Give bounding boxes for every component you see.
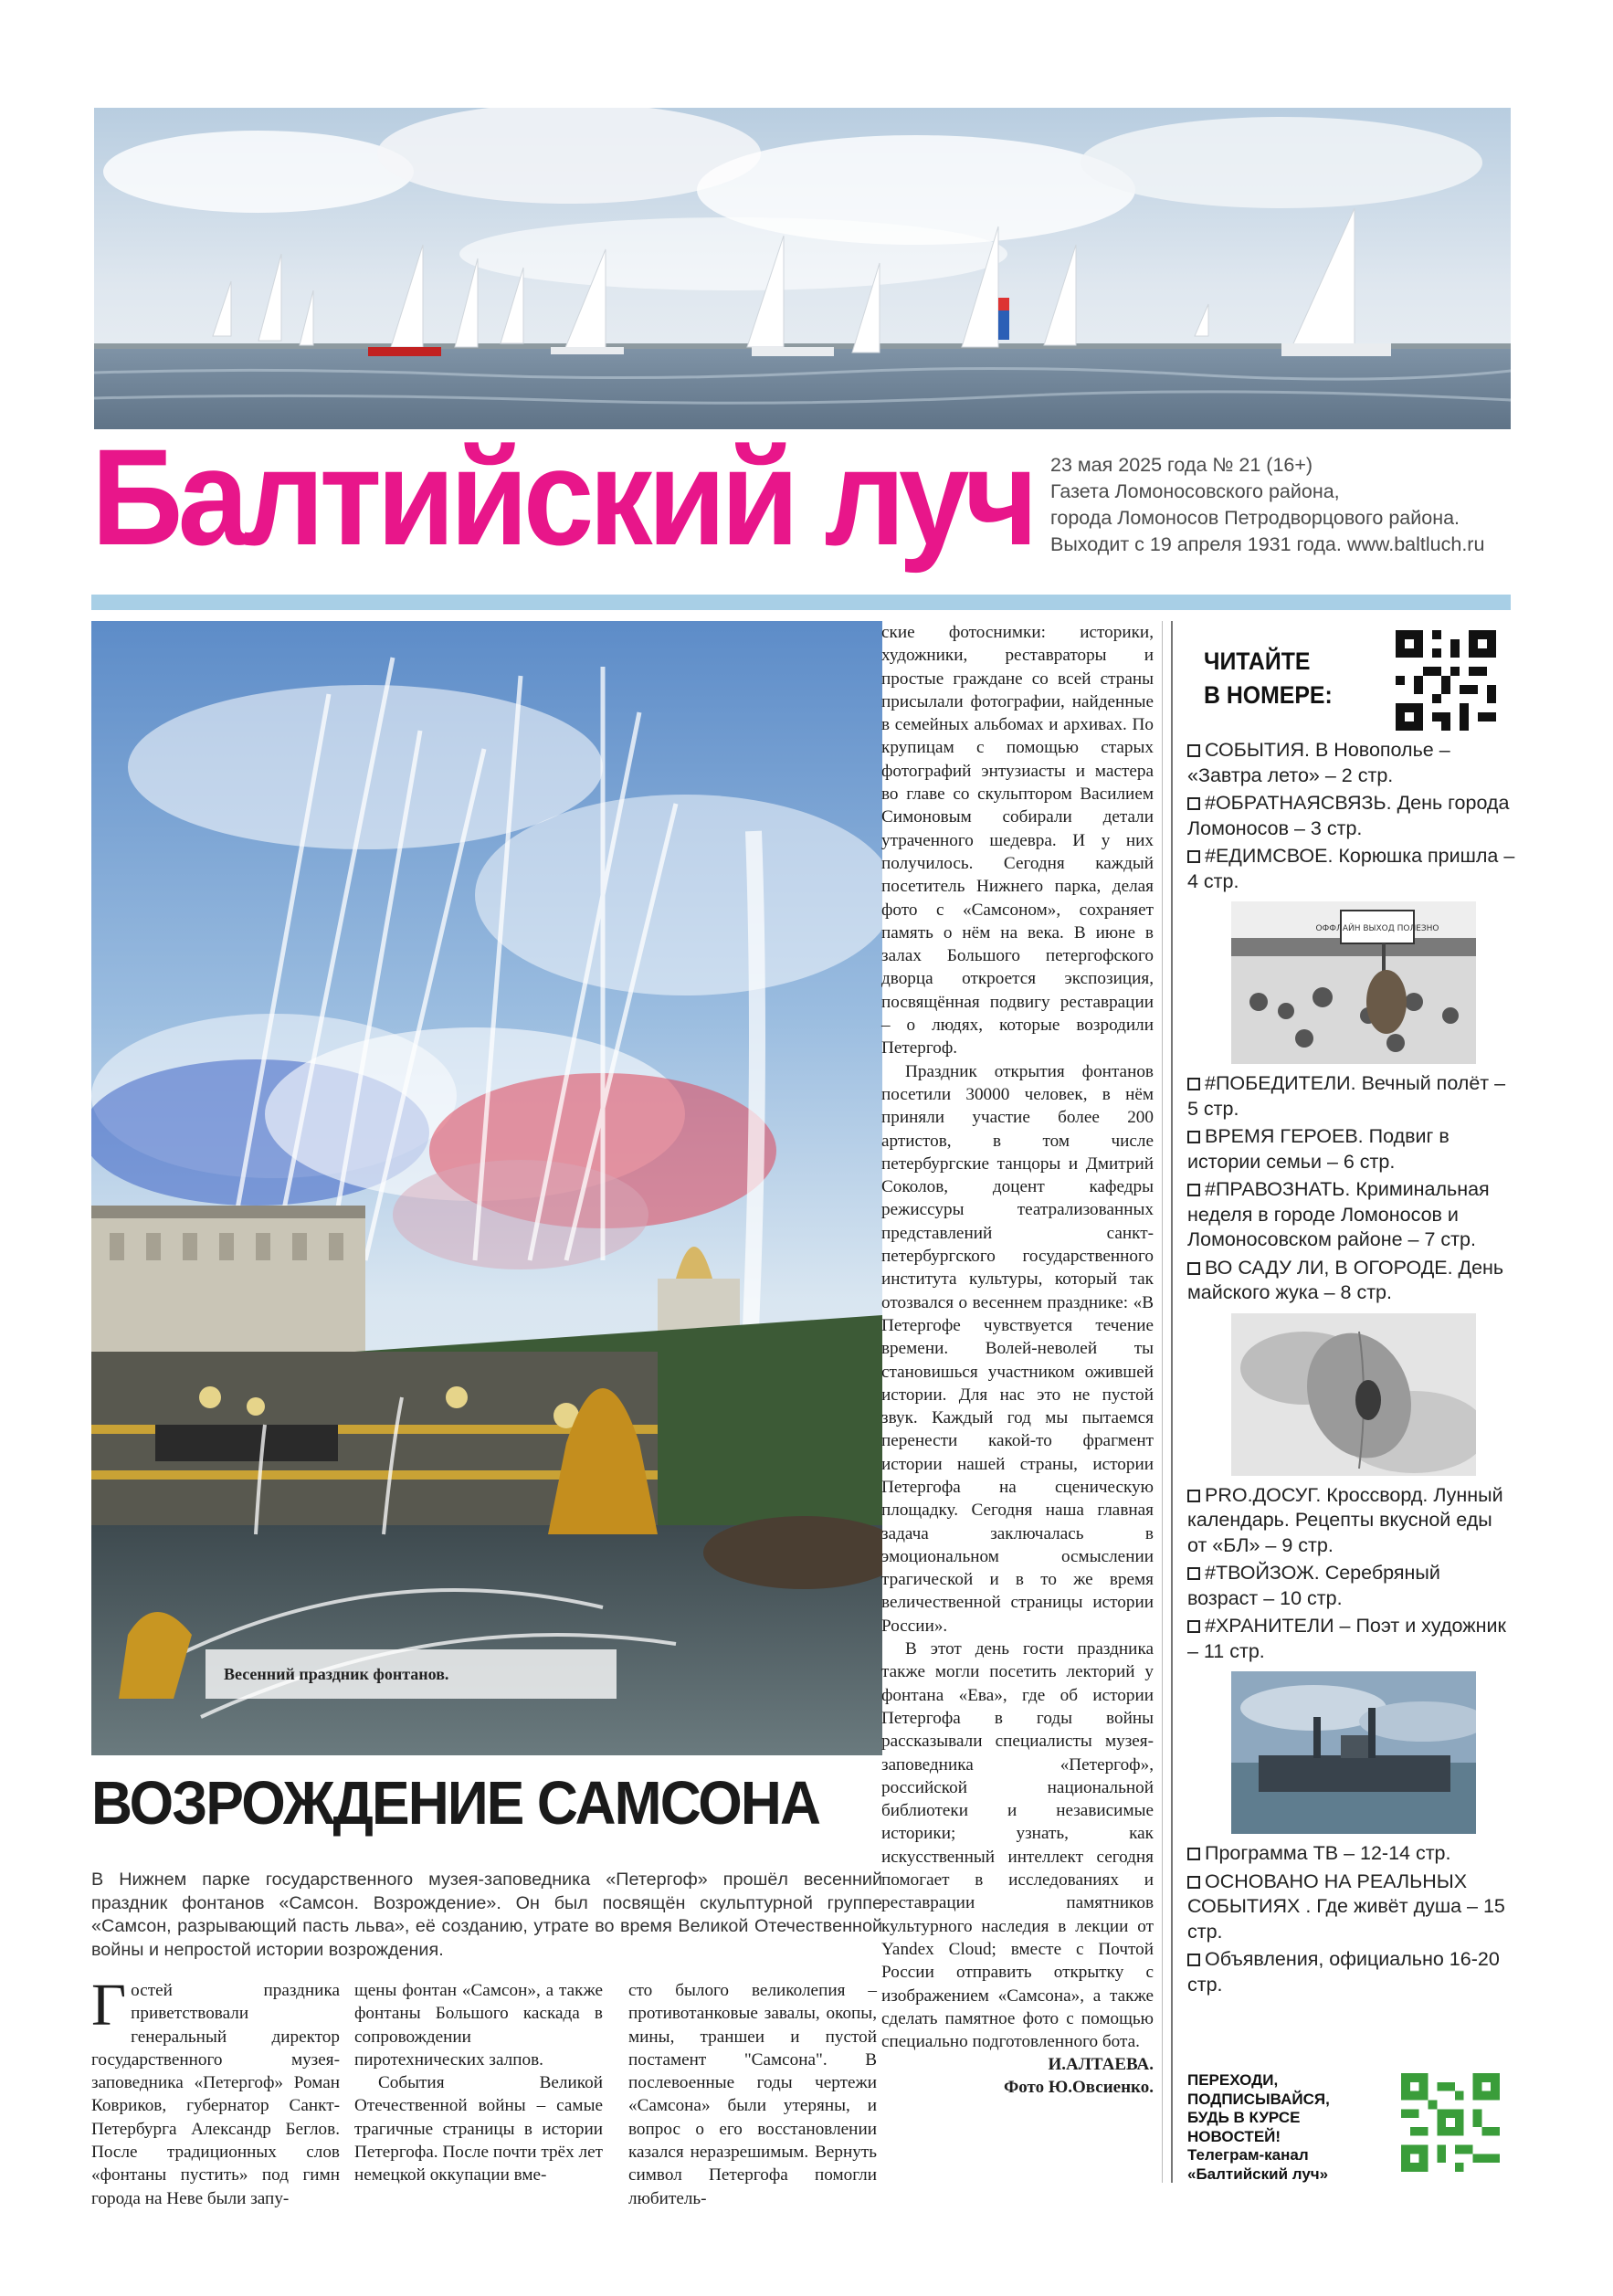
article-column-4	[881, 621, 1154, 2099]
subscribe-line: ПОДПИСЫВАЙСЯ,	[1187, 2090, 1330, 2108]
toc-item-label: #ХРАНИТЕЛИ – Поэт и художник – 11 стр.	[1187, 1615, 1506, 1662]
checkbox-icon	[1187, 1184, 1200, 1196]
table-of-contents	[1187, 738, 1516, 2000]
checkbox-icon	[1187, 850, 1200, 863]
toc-item-label: ВО САДУ ЛИ, В ОГОРОДЕ. День майского жука – 8 стр.	[1187, 1256, 1504, 1303]
toc-item[interactable]	[1187, 1869, 1516, 1945]
sidebar-heading-line-1: ЧИТАЙТЕ	[1204, 648, 1311, 675]
toc-item[interactable]	[1187, 1561, 1516, 1611]
checkbox-icon	[1187, 1876, 1200, 1889]
toc-item[interactable]	[1187, 1483, 1516, 1559]
checkbox-icon	[1187, 1848, 1200, 1860]
thumb-sign-text: ОФФЛАЙН ВЫХОД ПОЛЕЗНО	[1315, 924, 1439, 933]
subscribe-line: ПЕРЕХОДИ,	[1187, 2071, 1279, 2089]
subscribe-line: «Балтийский луч»	[1187, 2164, 1329, 2183]
article-column-2	[354, 1979, 603, 2187]
checkbox-icon	[1187, 1490, 1200, 1502]
toc-item-label: #ПОБЕДИТЕЛИ. Вечный полёт – 5 стр.	[1187, 1072, 1506, 1120]
checkbox-icon	[1187, 1078, 1200, 1090]
article-headline: ВОЗРОЖДЕНИЕ САМСОНА	[91, 1769, 820, 1838]
toc-item[interactable]	[1187, 1071, 1516, 1122]
column-3-text: сто былого великолепия – противотанковые завалы, окопы, мины, траншеи и пустой постамент "Самсона". В послевоенные годы чертежи «Самсона» были утеряны, и вопрос о его восстановлении казался неразрешимым. Вернуть символ Петергофа помогли любитель-	[628, 1981, 877, 2208]
checkbox-icon	[1187, 1954, 1200, 1966]
subscribe-line: БУДЬ В КУРСЕ	[1187, 2109, 1301, 2126]
toc-item[interactable]	[1187, 791, 1516, 841]
article-lead: В Нижнем парке государственного музея-заповедника «Петергоф» прошёл весенний праздник фонтанов «Самсон. Возрождение». Он был посвящён скульптурной группе «Самсон, разрывающий пасть льва», её созданию, утрате во время Великой Отечественной войны и непростой истории возрождения.	[91, 1869, 882, 1960]
toc-item-label: Программа ТВ – 12-14 стр.	[1205, 1842, 1451, 1864]
checkbox-icon	[1187, 1262, 1200, 1275]
masthead-rule	[91, 595, 1511, 610]
toc-item[interactable]	[1187, 1841, 1516, 1867]
photo-caption: Весенний праздник фонтанов.	[206, 1649, 617, 1699]
column-4-paragraph-2: Праздник открытия фонтанов посетили 30000 человек, в нём приняли участие более 200 артистов, в том числе петербургские танцоры и Дмитрий Соколов, доцент кафедры режиссуры театрализованных представлений санкт-петербургского государственного института культуры, который так отозвался о весеннем празднике: «В Петергофе чувствуется течение времени. Волей-неволей ты становишься участником ожившей истории. Для нас это не пустой звук. Каждый год мы пытаемся перенести какой-то фрагмент истории нашей страны, истории Петергофа на сценическую площадку. Сегодня наша главная задача заключалась в эмоциональном осмыслении трагической и в то же время величественной страницы истории России».	[881, 1061, 1154, 1636]
toc-item[interactable]	[1187, 738, 1516, 788]
checkbox-icon	[1187, 797, 1200, 810]
masthead-subtitle-1: Газета Ломоносовского района,	[1050, 480, 1340, 502]
subscribe-line: Телеграм-канал	[1187, 2146, 1309, 2164]
masthead-info	[1050, 452, 1516, 558]
toc-item-label: #ОБРАТНАЯСВЯЗЬ. День города Ломоносов – 3 стр.	[1187, 792, 1510, 839]
toc-item-label: #ЕДИМСВОЕ. Корюшка пришла – 4 стр.	[1187, 845, 1515, 892]
toc-item[interactable]	[1187, 1256, 1516, 1306]
toc-item[interactable]	[1187, 1124, 1516, 1174]
toc-item-label: ВРЕМЯ ГЕРОЕВ. Подвиг в истории семьи – 6 стр.	[1187, 1125, 1450, 1173]
subscribe-prompt	[1187, 2071, 1388, 2184]
telegram-qr-code-icon[interactable]	[1401, 2073, 1500, 2172]
masthead-subtitle-2: города Ломоносов Петродворцового района.	[1050, 507, 1460, 529]
column-1-text: остей праздника приветствовали генеральный директор государственного музея-заповедника «Петергоф» Роман Ковриков, губернатор Санкт-Петербурга Александр Беглов. После традиционных слов «фонтаны пустить» под гимн города на Неве были запу-	[91, 1981, 340, 2208]
subscribe-line: НОВОСТЕЙ!	[1187, 2127, 1281, 2145]
checkbox-icon	[1187, 1567, 1200, 1580]
toc-item[interactable]	[1187, 1947, 1516, 1997]
article-column-1	[91, 1972, 340, 2210]
toc-item[interactable]	[1187, 1614, 1516, 1664]
column-4-paragraph-1: ские фотоснимки: историки, художники, реставраторы и простые граждане со всей страны присылали фотографии, найденные в семейных альбомах и архивах. По крупицам с помощью старых фотографий энтузиасты и мастера во главе со скульптором Василием Симоновым собирали детали утраченного шедевра. И у них получилось. Сегодня каждый посетитель Нижнего парка, делая фото с «Самсоном», сохраняет память о нём на века. В июне в залах Большого петергофского дворца откроется экспозиция, посвящённая подвигу реставрации – о людях, которые возродили Петергоф.	[881, 623, 1154, 1058]
masthead-title: Балтийский луч	[91, 420, 1034, 574]
checkbox-icon	[1187, 744, 1200, 757]
thumb-painting-ship	[1231, 1671, 1476, 1834]
drop-cap: Г	[91, 1972, 127, 2038]
article-author: И.АЛТАЕВА.	[1048, 2055, 1154, 2075]
thumb-crowd-photo	[1231, 901, 1476, 1064]
sidebar-heading	[1204, 645, 1346, 712]
column-2-paragraph-1: щены фонтан «Самсон», а также фонтаны Большого каскада в сопровождении пиротехнических залпов.	[354, 1981, 603, 2070]
toc-item[interactable]	[1187, 1177, 1516, 1253]
column-4-paragraph-3: В этот день гости праздника также могли посетить лекторий у фонтана «Ева», где об истории Петергофа в годы войны рассказывали специалисты музея-заповедника «Петергоф», российской национальной библиотеки и независимые историки; узнать, как искусственный интеллект сегодня помогает в исследованиях и реставрации памятников культурного наследия в лекции от Yandex Cloud; вместе с Почтой России отправить открытку с изображением «Самсона», а также сделать памятное фото с помощью специально подготовленного бота.	[881, 1639, 1154, 2052]
sidebar-heading-line-2: В НОМЕРЕ:	[1204, 681, 1333, 709]
checkbox-icon	[1187, 1620, 1200, 1633]
toc-item[interactable]	[1187, 844, 1516, 894]
article-column-3	[628, 1979, 877, 2210]
toc-item-label: PRO.ДОСУГ. Кроссворд. Лунный календарь. Рецепты вкусной еды от «БЛ» – 9 стр.	[1187, 1483, 1503, 1556]
toc-item-label: Объявления, официально 16-20 стр.	[1187, 1948, 1500, 1996]
column-divider-thin	[1162, 621, 1163, 2183]
photo-credit: Фото Ю.Овсиенко.	[1003, 2078, 1154, 2098]
issue-date: 23 мая 2025 года № 21 (16+)	[1050, 454, 1313, 476]
toc-item-label: #ПРАВОЗНАТЬ. Криминальная неделя в городе Ломоносов и Ломоносовском районе – 7 стр.	[1187, 1178, 1490, 1250]
toc-item-label: СОБЫТИЯ. В Новополье – «Завтра лето» – 2 стр.	[1187, 739, 1450, 786]
qr-code-icon[interactable]	[1396, 630, 1496, 731]
sidebar-divider	[1171, 621, 1173, 2183]
column-2-paragraph-2: События Великой Отечественной войны – самые трагичные страницы в истории Петергофа. После почти трёх лет немецкой оккупации вме-	[354, 2073, 603, 2185]
thumb-beetle-photo	[1231, 1313, 1476, 1476]
toc-item-label: #ТВОЙЗОЖ. Серебряный возраст – 10 стр.	[1187, 1562, 1440, 1609]
checkbox-icon	[1187, 1131, 1200, 1143]
main-photo-fountains	[91, 621, 882, 1755]
toc-item-label: ОСНОВАНО НА РЕАЛЬНЫХ СОБЫТИЯХ . Где живёт душа – 15 стр.	[1187, 1869, 1505, 1943]
masthead-founded: Выходит с 19 апреля 1931 года. www.baltluch.ru	[1050, 533, 1485, 555]
top-photo-sailboats	[94, 108, 1511, 429]
